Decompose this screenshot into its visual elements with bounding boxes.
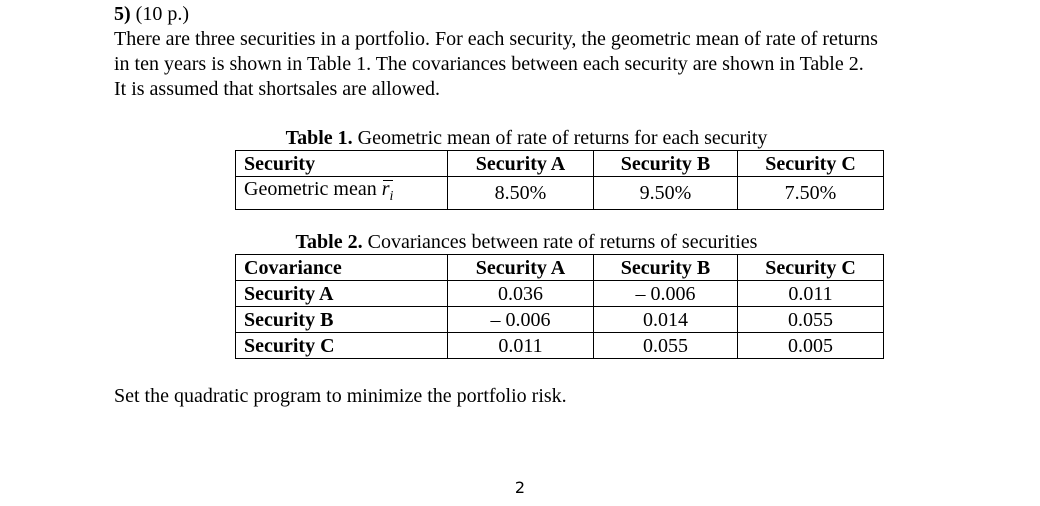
question-line-1: There are three securities in a portfolio. For each security, the geometric mean of rate of returns [114,28,878,50]
table1 [235,150,884,210]
table1-caption-label: Table 1. [285,127,353,149]
table2-cell: 0.014 [594,307,738,333]
table1-value-b: 9.50% [594,177,738,210]
table2-cell: – 0.006 [594,281,738,307]
table2-cell: 0.011 [448,333,594,359]
r-bar-symbol [382,177,394,209]
table1-value-c: 7.50% [738,177,884,210]
table2-caption-text: Covariances between rate of returns of securities [362,231,758,253]
table1-header-row [236,151,884,177]
table2-header-a: Security A [448,255,594,281]
table2-caption-label: Table 2. [295,231,363,253]
table2-row-label: Security B [236,307,448,333]
question-line-2: in ten years is shown in Table 1. The covariances between each security are shown in Table 2. [114,53,864,75]
table1-value-a: 8.50% [448,177,594,210]
table2-header-c: Security C [738,255,884,281]
table-row [236,307,884,333]
table2-row-label: Security A [236,281,448,307]
table1-header-b: Security B [594,151,738,177]
question-header [114,2,944,27]
table1-block [235,126,856,210]
table2-row-label: Security C [236,333,448,359]
table1-row-label [236,177,448,210]
table-row [236,333,884,359]
table-row [236,281,884,307]
r-subscript: i [389,189,394,204]
table1-header-c: Security C [738,151,884,177]
table2-header-covariance: Covariance [236,255,448,281]
table2-cell: 0.011 [738,281,884,307]
table2-cell: 0.036 [448,281,594,307]
table2-block [235,230,856,359]
question-block [114,2,944,102]
table2-header-b: Security B [594,255,738,281]
table2-cell: 0.005 [738,333,884,359]
table2 [235,254,884,359]
table1-header-security: Security [236,151,448,177]
table-row [236,177,884,210]
table2-header-row [236,255,884,281]
table1-caption [235,126,818,150]
question-line-3: It is assumed that shortsales are allowed. [114,78,441,100]
question-number: 5) [114,3,131,25]
geometric-mean-label: Geometric mean [244,178,382,200]
table2-cell: 0.055 [738,307,884,333]
table2-cell: 0.055 [594,333,738,359]
table2-cell: – 0.006 [448,307,594,333]
r-symbol: r [381,178,390,200]
page-number: 2 [514,478,526,497]
table1-header-a: Security A [448,151,594,177]
question-points: (10 p.) [135,3,189,25]
final-instruction: Set the quadratic program to minimize the portfolio risk. [114,385,567,407]
table2-caption [235,230,818,254]
table1-caption-text: Geometric mean of rate of returns for each security [352,127,768,149]
